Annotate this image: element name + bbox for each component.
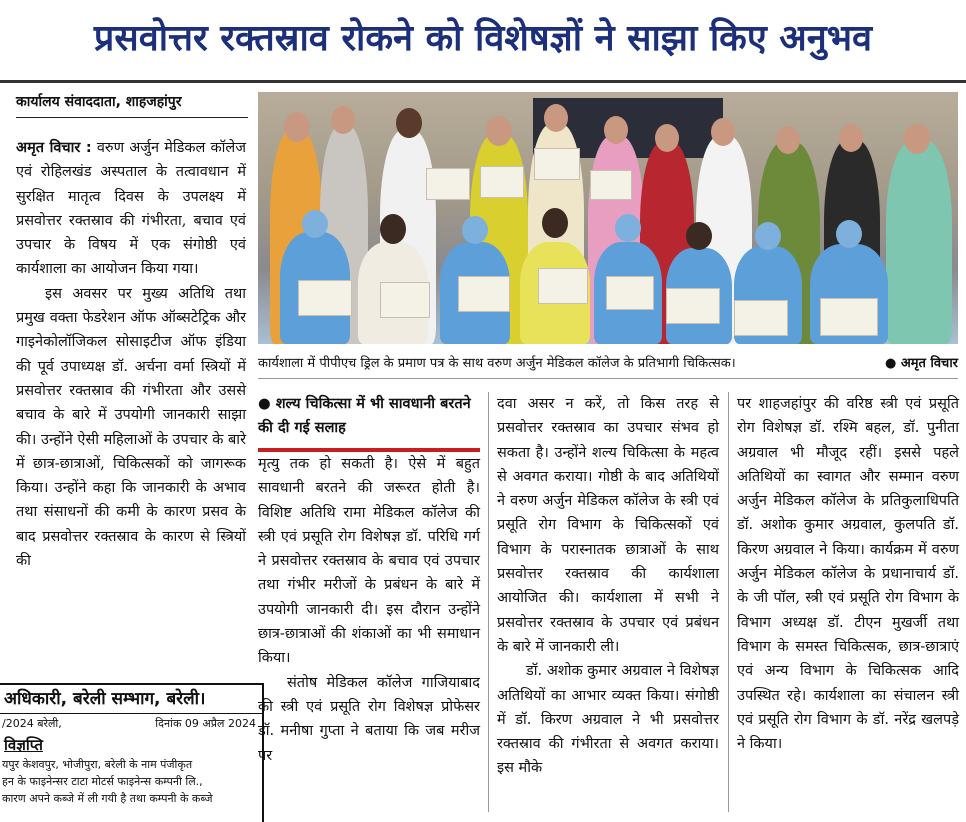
paragraph: दवा असर न करें, तो किस तरह से प्रसवोत्तर रक्तस्राव का उपचार संभव हो सकता है। उन्होंने शल्य चिकित्सा के महत्व से अवगत कराया। गोष्ठी के बाद अतिथियों ने वरुण अर्जुन मेडिकल कॉलेज के स्त्री एवं प्रसूति रोग विभाग के चिकित्सकों एवं विभाग के परास्नातक छात्राओं के साथ प्रसवोत्तर रक्तस्राव की कार्यशाला आयोजित की। कार्यशाला में सभी ने प्रसवोत्तर रक्तस्राव के उपचार एवं प्रबंधन के बारे में जानकारी ली। — [497, 396, 719, 655]
certificate — [606, 276, 654, 310]
certificate — [534, 148, 580, 180]
person-head — [380, 214, 406, 244]
person-head — [396, 108, 422, 138]
certificate — [426, 168, 470, 200]
headline-rule — [0, 80, 966, 83]
person-head — [839, 124, 863, 152]
person-head — [486, 116, 512, 146]
person-head — [544, 104, 568, 132]
ad-line: हन के फाइनेन्सर टाटा मोटर्स फाइनेन्स कम्पनी लि., — [2, 775, 203, 788]
column-divider — [488, 392, 489, 812]
ad-notice-heading: विज्ञप्ति — [4, 736, 43, 754]
certificate — [734, 300, 788, 336]
news-photo — [258, 92, 958, 344]
photo-caption — [258, 350, 958, 379]
person-head — [904, 124, 930, 154]
advertisement-notice — [0, 683, 264, 822]
paragraph: वरुण अर्जुन मेडिकल कॉलेज एवं रोहिलखंड अस्पताल के तत्वावधान में सुरक्षित मातृत्व दिवस के उपलक्ष्य में प्रसवोत्तर रक्तस्राव की गंभीरता, बचाव एवं उपचार के विषय में एक संगोष्ठी एवं कार्यशाला का आयोजन किया गया। — [16, 140, 247, 278]
person-head — [284, 112, 310, 142]
ad-title: अधिकारी, बरेली सम्भाग, बरेली। — [0, 685, 262, 714]
person-head — [655, 124, 679, 152]
person-head — [462, 216, 488, 244]
ad-reference: /2024 बरेली, — [2, 717, 62, 730]
ad-line: यपुर केशवपुर, भोजीपुरा, बरेली के नाम पंजीकृत — [2, 758, 193, 771]
person-head — [711, 118, 735, 146]
paragraph: संतोष मेडिकल कॉलेज गाजियाबाद की स्त्री एवं प्रसूति रोग विशेषज्ञ प्रोफेसर डॉ. मनीषा गुप्ता ने बताया कि जब मरीज पर — [258, 674, 480, 764]
paragraph: पर शाहजहांपुर की वरिष्ठ स्त्री एवं प्रसूति रोग विशेषज्ञ डॉ. रश्मि बहल, डॉ. पुनीता अग्रवाल भी मौजूद रहीं। इससे पहले अतिथियों का स्वागत और सम्मान वरुण अर्जुन मेडिकल कॉलेज के प्रतिकुलाधिपति डॉ. अशोक कुमार अग्रवाल, कुलपति डॉ. किरण अग्रवाल ने किया। कार्यक्रम में वरुण अर्जुन मेडिकल कॉलेज के प्रधानाचार्य डॉ. के जी पॉल, स्त्री एवं प्रसूति रोग विभाग के विभाग अध्यक्ष डॉ. टीएन मुखर्जी तथा विभाग के समस्त चिकित्सक, छात्र-छात्राएं एवं अन्य विभाग के चिकित्सक आदि उपस्थित रहे। कार्यशाला का संचालन स्त्री एवं प्रसूति रोग विभाग के डॉ. नरेंद्र खलपड़े ने किया। — [737, 396, 959, 753]
person-head — [686, 222, 712, 250]
person-head — [302, 210, 328, 238]
person-head — [542, 208, 568, 238]
person-head — [331, 106, 355, 134]
person-head — [776, 126, 800, 154]
ad-date: दिनांक 09 अप्रैल 2024 — [155, 717, 256, 730]
dateline: अमृत विचार : — [16, 140, 92, 156]
article-column-2 — [258, 452, 480, 768]
article-column-3 — [497, 392, 719, 781]
certificate — [480, 166, 524, 198]
certificate — [380, 282, 430, 318]
headline: प्रसवोत्तर रक्तस्राव रोकने को विशेषज्ञों ने साझा किए अनुभव — [93, 18, 873, 59]
certificate — [538, 268, 588, 304]
certificate — [820, 298, 878, 336]
person-figure — [886, 140, 952, 344]
certificate — [590, 170, 632, 200]
person-head — [836, 220, 862, 248]
byline: कार्यालय संवाददाता, शाहजहांपुर — [16, 92, 248, 118]
column-divider — [728, 392, 729, 812]
photo-credit: ● अमृत विचार — [884, 356, 958, 371]
ad-meta — [0, 714, 262, 734]
caption-text: कार्यशाला में पीपीएच ड्रिल के प्रमाण पत्र के साथ वरुण अर्जुन मेडिकल कॉलेज के प्रतिभागी चिकित्सक। — [258, 356, 736, 371]
paragraph: इस अवसर पर मुख्य अतिथि तथा प्रमुख वक्ता फेडरेशन ऑफ ऑब्सटेट्रिक और गाइनेकोलॉजिकल सोसाइटीज ऑफ इंडिया की पूर्व उपाध्यक्ष डॉ. अर्चना वर्मा स्त्रियों में प्रसवोत्तर रक्तस्राव की गंभीरता और उससे बचाव के बारे में उपयोगी जानकारी साझा की। उन्होंने ऐसी महिलाओं के उपचार के बारे में छात्र-छात्राओं, चिकित्सकों को जागरूक किया। उन्होंने कहा कि जानकारी के अभाव तथा संसाधनों की कमी के कारण प्रसव के बाद प्रसवोत्तर रक्तस्राव के कारण से स्त्रियों की — [16, 285, 246, 570]
person-head — [604, 116, 628, 144]
paragraph: मृत्यु तक हो सकती है। ऐसे में बहुत सावधानी बरतने की जरूरत होती है। विशिष्ट अतिथि रामा मेडिकल कॉलेज की स्त्री एवं प्रसूति रोग विशेषज्ञ डॉ. परिधि गर्ग ने प्रसवोत्तर रक्तस्राव के बचाव एवं उपचार तथा गंभीर मरीजों के प्रबंधन के बारे में उपयोगी जानकारी दी। इस दौरान उन्होंने छात्र-छात्राओं की शंकाओं का भी समाधान किया। — [258, 456, 480, 667]
certificate — [666, 288, 720, 324]
person-head — [615, 214, 641, 242]
person-head — [755, 222, 781, 250]
subheading — [258, 392, 480, 440]
subheading-text: ● शल्य चिकित्सा में भी सावधानी बरतने की दी गई सलाह — [258, 396, 471, 436]
paragraph: डॉ. अशोक कुमार अग्रवाल ने विशेषज्ञ अतिथियों का आभार व्यक्त किया। संगोष्ठी में डॉ. किरण अग्रवाल ने भी प्रसवोत्तर रक्तस्राव की गंभीरता से अवगत कराया। इस मौके — [497, 663, 719, 777]
certificate — [458, 276, 510, 312]
article-column-1 — [16, 136, 246, 573]
certificate — [298, 280, 352, 316]
ad-line: कारण अपने कब्जे में ली गयी है तथा कम्पनी के कब्जे — [2, 792, 213, 805]
article-column-4 — [737, 392, 959, 756]
